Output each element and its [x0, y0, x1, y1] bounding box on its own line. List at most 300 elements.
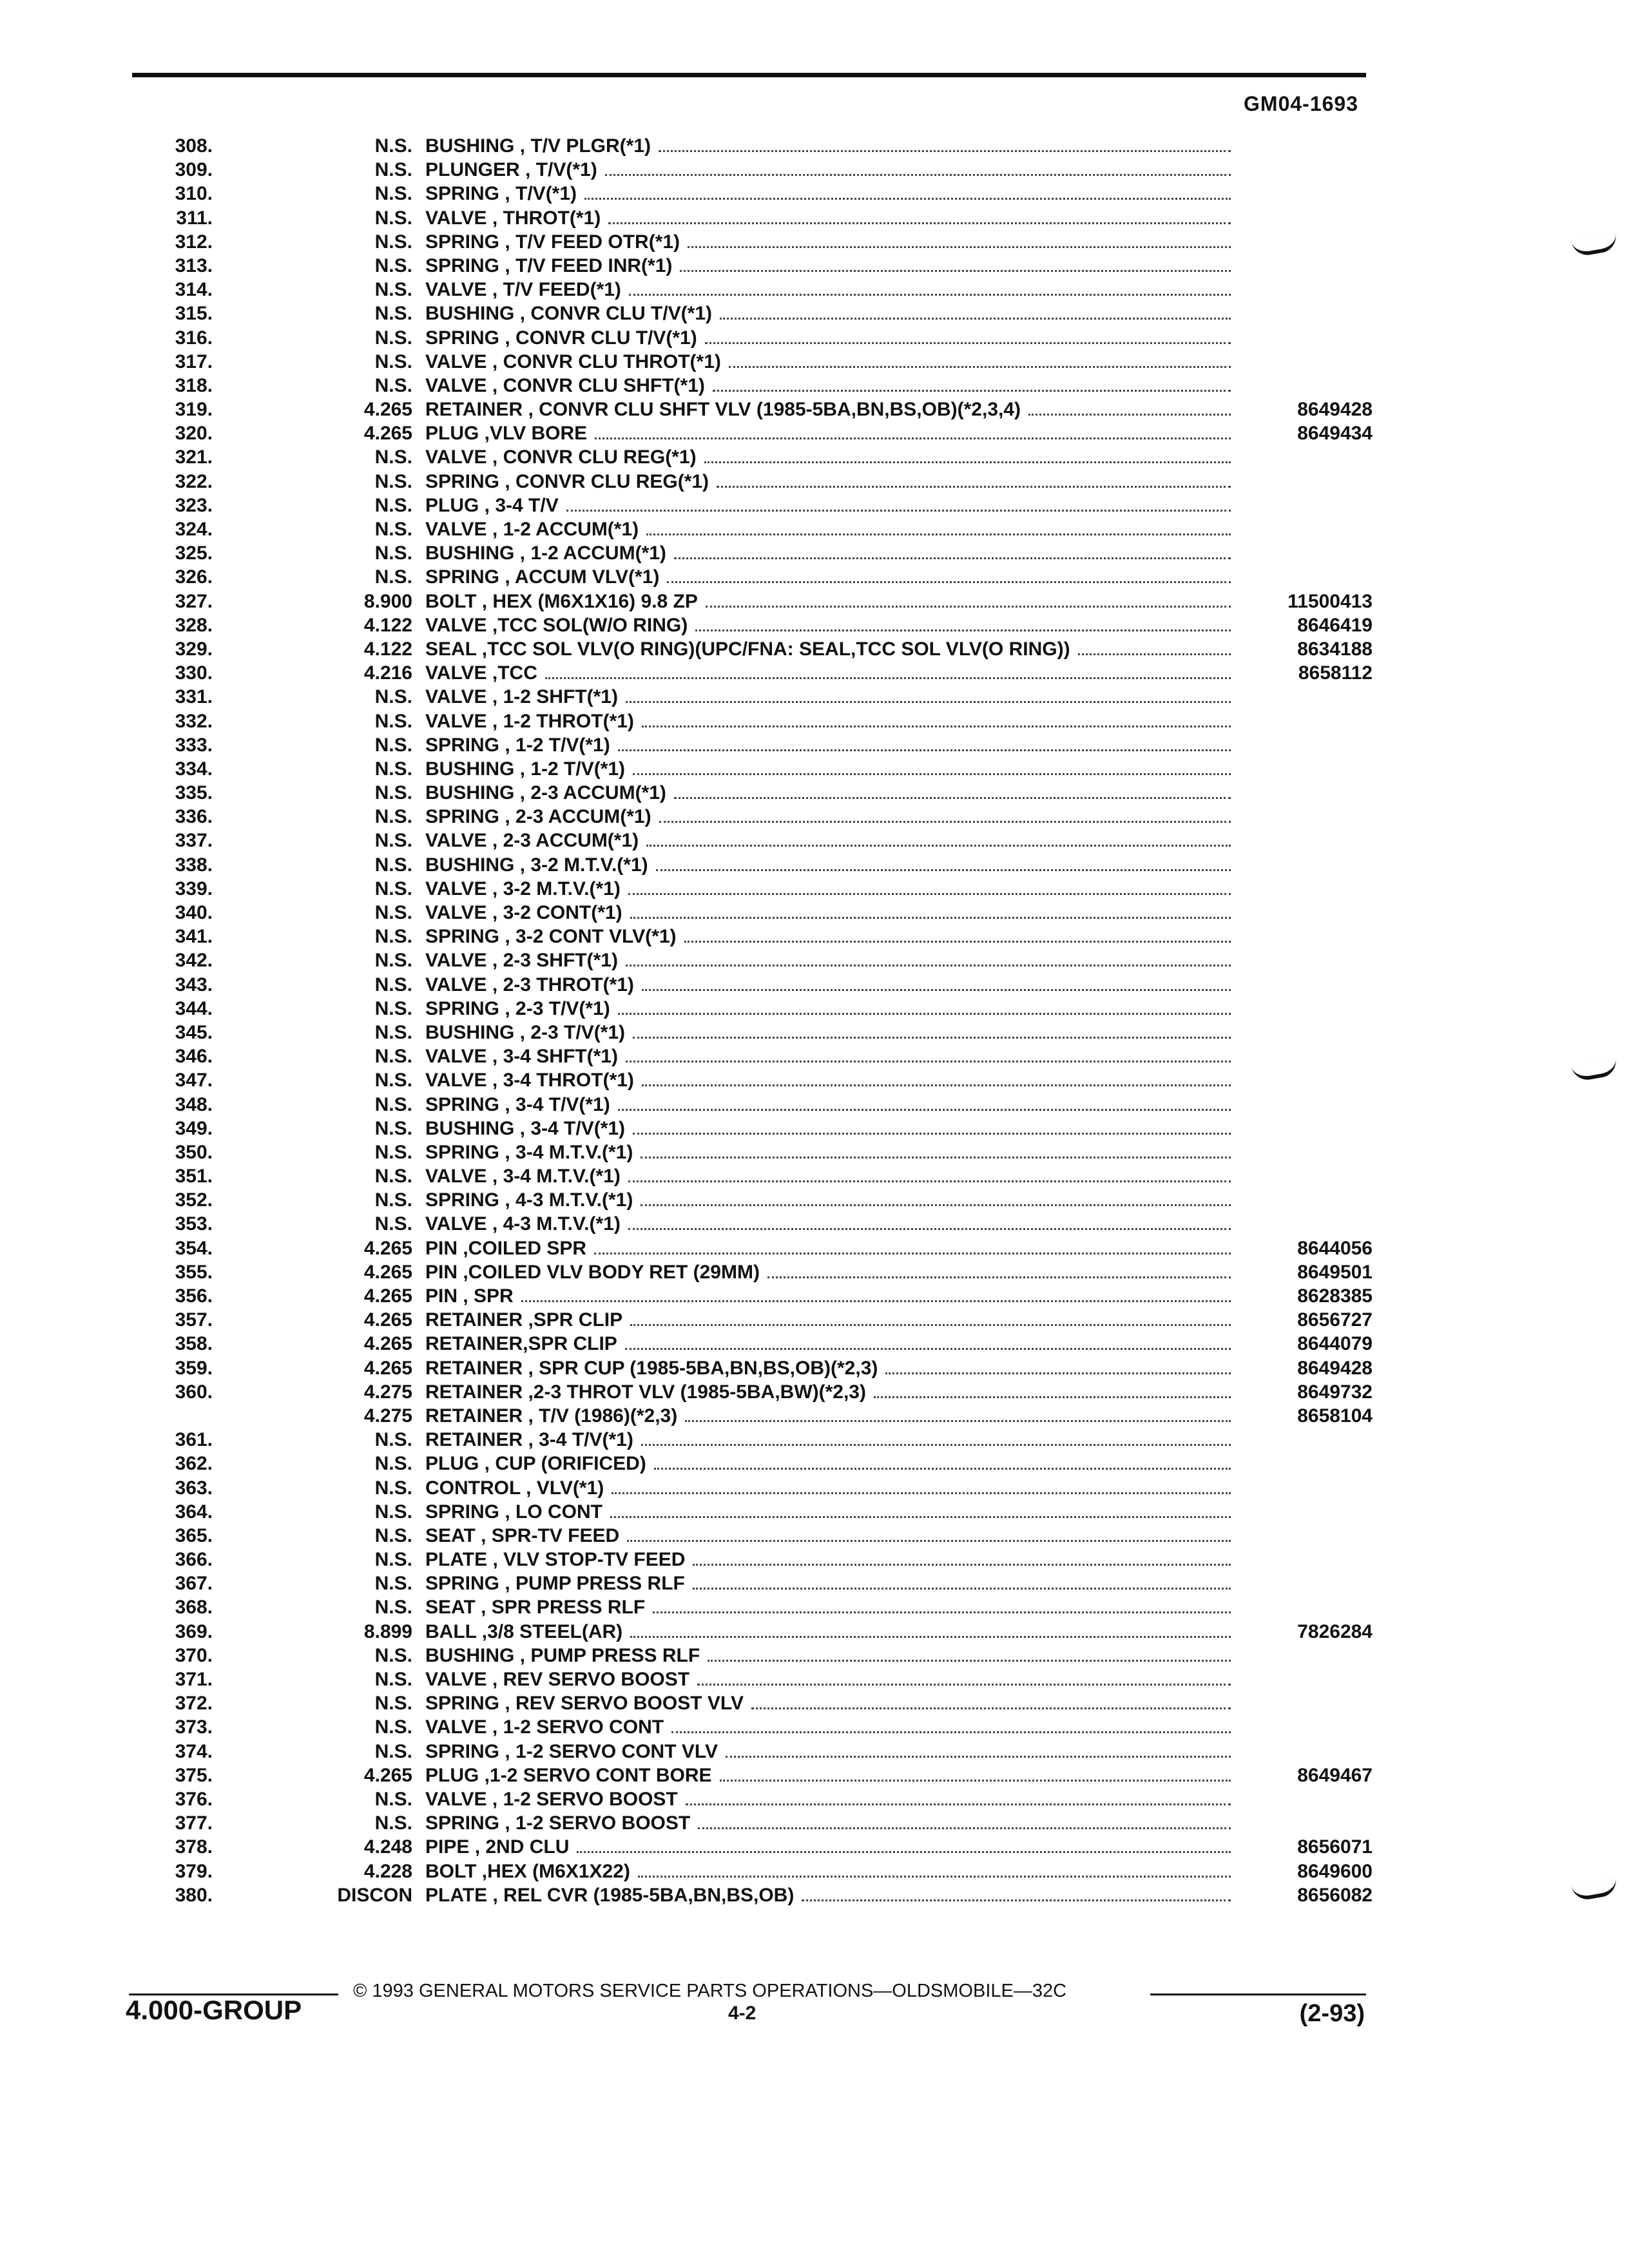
dot-leader	[680, 270, 1231, 272]
description-cell	[425, 1476, 1237, 1500]
dot-leader	[630, 917, 1231, 919]
dot-leader	[685, 1420, 1231, 1422]
description-cell	[425, 1452, 1237, 1475]
table-row	[129, 1763, 1373, 1787]
part-description: BUSHING , 1-2 ACCUM(*1)	[425, 543, 666, 564]
item-number: 325.	[175, 543, 213, 564]
item-number: 355.	[175, 1261, 213, 1283]
part-description: SEAT , SPR-TV FEED	[425, 1524, 620, 1546]
revision-date: (2-93)	[1299, 2000, 1365, 2027]
description-cell	[425, 470, 1237, 494]
description-cell	[425, 1883, 1237, 1907]
part-number: 8656071	[1297, 1836, 1373, 1858]
part-number: 8634188	[1297, 638, 1373, 660]
description-cell	[425, 1404, 1237, 1428]
item-number: 339.	[175, 878, 213, 899]
description-cell	[425, 1093, 1237, 1117]
table-row	[129, 1620, 1373, 1644]
part-description: SPRING , 3-2 CONT VLV(*1)	[425, 926, 677, 948]
part-number: 8649434	[1297, 423, 1373, 445]
part-description: VALVE , 1-2 SERVO BOOST	[425, 1788, 678, 1810]
item-number: 334.	[175, 758, 213, 780]
description-cell	[425, 182, 1237, 206]
dot-leader	[656, 869, 1231, 871]
item-number: 314.	[175, 279, 213, 301]
table-row	[129, 1644, 1373, 1667]
table-row	[129, 134, 1373, 158]
item-number: 373.	[175, 1716, 213, 1738]
description-cell	[425, 1068, 1237, 1092]
table-row	[129, 637, 1373, 661]
dot-leader	[612, 1492, 1231, 1494]
item-number: 367.	[175, 1573, 213, 1595]
part-description: VALVE , 1-2 ACCUM(*1)	[425, 519, 639, 540]
item-number: 342.	[175, 950, 213, 972]
part-description: SPRING , 3-4 T/V(*1)	[425, 1093, 610, 1115]
group-number: N.S.	[374, 854, 412, 876]
dot-leader	[729, 366, 1231, 368]
group-number: N.S.	[374, 1549, 412, 1571]
item-number: 315.	[175, 303, 213, 325]
item-number: 311.	[176, 207, 213, 229]
description-cell	[425, 1644, 1237, 1667]
group-number: 4.265	[363, 1333, 412, 1355]
part-description: RETAINER ,SPR CLIP	[425, 1309, 623, 1331]
dot-leader	[646, 845, 1231, 847]
description-cell	[425, 733, 1237, 757]
group-number: N.S.	[374, 494, 412, 516]
dot-leader	[705, 342, 1231, 344]
table-row	[129, 1117, 1373, 1140]
description-cell	[425, 1835, 1237, 1859]
description-cell	[425, 1117, 1237, 1140]
description-cell	[425, 781, 1237, 805]
description-cell	[425, 1380, 1237, 1404]
part-description: CONTROL , VLV(*1)	[425, 1477, 604, 1499]
group-number: 4.275	[363, 1381, 412, 1403]
item-number: 360.	[175, 1381, 213, 1403]
group-number: N.S.	[374, 1117, 412, 1139]
table-row	[129, 901, 1373, 925]
table-row	[129, 661, 1373, 685]
table-row	[129, 685, 1373, 709]
part-description: SPRING , 1-2 T/V(*1)	[425, 734, 610, 756]
part-description: VALVE , 1-2 SHFT(*1)	[425, 686, 618, 708]
item-number: 335.	[175, 782, 213, 804]
item-number: 356.	[175, 1285, 213, 1307]
table-row	[129, 1188, 1373, 1212]
item-number: 366.	[175, 1549, 213, 1571]
table-row	[129, 757, 1373, 781]
description-cell	[425, 254, 1237, 278]
item-number: 343.	[175, 974, 213, 995]
part-description: PLATE , REL CVR (1985-5BA,BN,BS,OB)	[425, 1884, 795, 1906]
part-description: PIPE , 2ND CLU	[425, 1836, 570, 1858]
description-cell	[425, 445, 1237, 469]
description-cell	[425, 326, 1237, 350]
table-row	[129, 517, 1373, 541]
part-description: VALVE , CONVR CLU SHFT(*1)	[425, 374, 705, 396]
description-cell	[425, 1428, 1237, 1452]
item-number: 328.	[175, 614, 213, 636]
description-cell	[425, 1691, 1237, 1715]
dot-leader	[674, 797, 1231, 799]
group-number: N.S.	[374, 974, 412, 995]
group-number: N.S.	[374, 1166, 412, 1187]
description-cell	[425, 1188, 1237, 1212]
description-cell	[425, 661, 1237, 685]
part-description: VALVE , THROT(*1)	[425, 207, 601, 229]
dot-leader	[633, 1037, 1231, 1039]
part-description: VALVE , 2-3 THROT(*1)	[425, 974, 634, 995]
item-number: 358.	[175, 1333, 213, 1355]
group-number: 4.248	[363, 1836, 412, 1858]
part-description: BALL ,3/8 STEEL(AR)	[425, 1620, 623, 1642]
dot-leader	[726, 1756, 1231, 1758]
dot-leader	[642, 1084, 1231, 1086]
group-number: N.S.	[374, 231, 412, 253]
footer-rule-right	[1150, 1994, 1366, 1995]
group-number: N.S.	[374, 1046, 412, 1068]
item-number: 369.	[175, 1620, 213, 1642]
table-row	[129, 733, 1373, 757]
description-cell	[425, 1308, 1237, 1332]
item-number: 320.	[175, 423, 213, 445]
dot-leader	[625, 1348, 1231, 1350]
table-row	[129, 1740, 1373, 1763]
description-cell	[425, 757, 1237, 781]
dot-leader	[653, 1611, 1231, 1613]
part-number: 8649467	[1297, 1764, 1373, 1786]
description-cell	[425, 302, 1237, 325]
part-description: BUSHING , 1-2 T/V(*1)	[425, 758, 626, 780]
item-number: 337.	[175, 830, 213, 852]
item-number: 324.	[175, 519, 213, 540]
part-description: BUSHING , 2-3 ACCUM(*1)	[425, 782, 666, 804]
part-number: 8658104	[1297, 1405, 1373, 1427]
item-number: 308.	[175, 135, 213, 157]
dot-leader	[633, 773, 1231, 775]
part-description: VALVE , 3-2 M.T.V.(*1)	[425, 878, 621, 899]
group-number: N.S.	[374, 1429, 412, 1451]
table-row	[129, 973, 1373, 997]
dot-leader	[695, 629, 1231, 631]
part-number: 8649428	[1297, 399, 1373, 421]
dot-leader	[618, 1013, 1231, 1015]
group-number: N.S.	[374, 830, 412, 852]
part-description: SEAT , SPR PRESS RLF	[425, 1597, 646, 1619]
group-number: N.S.	[374, 1669, 412, 1690]
table-row	[129, 1260, 1373, 1284]
group-number: N.S.	[374, 1070, 412, 1091]
dot-leader	[605, 174, 1231, 176]
description-cell	[425, 494, 1237, 517]
dot-leader	[654, 1468, 1231, 1470]
group-number: N.S.	[374, 135, 412, 157]
part-description: PLUG ,VLV BORE	[425, 423, 588, 445]
item-number: 345.	[175, 1021, 213, 1043]
dot-leader	[627, 1540, 1231, 1542]
part-number: 8628385	[1297, 1285, 1373, 1307]
dot-leader	[885, 1372, 1231, 1374]
description-cell	[425, 1860, 1237, 1883]
dot-leader	[704, 461, 1231, 463]
group-number: 4.122	[363, 614, 412, 636]
part-description: VALVE , 3-4 THROT(*1)	[425, 1070, 634, 1091]
group-number: N.S.	[374, 566, 412, 588]
description-cell	[425, 206, 1237, 230]
part-description: PIN ,COILED VLV BODY RET (29MM)	[425, 1261, 760, 1283]
part-description: SPRING , REV SERVO BOOST VLV	[425, 1693, 744, 1715]
table-row	[129, 254, 1373, 278]
dot-leader	[684, 941, 1231, 943]
table-row	[129, 853, 1373, 877]
description-cell	[425, 685, 1237, 709]
dot-leader	[674, 557, 1231, 559]
group-number: N.S.	[374, 1093, 412, 1115]
group-number: N.S.	[374, 926, 412, 948]
item-number: 330.	[175, 662, 213, 684]
table-row	[129, 1524, 1373, 1548]
group-number: 4.265	[363, 1357, 412, 1379]
group-number: 8.900	[363, 590, 412, 612]
document-id: GM04-1693	[1244, 92, 1358, 115]
item-number: 340.	[175, 902, 213, 923]
part-description: PIN , SPR	[425, 1285, 514, 1307]
table-row	[129, 1284, 1373, 1308]
item-number: 313.	[175, 255, 213, 276]
part-description: VALVE ,TCC	[425, 662, 537, 684]
table-row	[129, 1212, 1373, 1236]
item-number: 312.	[175, 231, 213, 253]
description-cell	[425, 1740, 1237, 1763]
dot-leader	[641, 1157, 1231, 1158]
dot-leader	[751, 1707, 1231, 1709]
part-number: 8649600	[1297, 1860, 1373, 1882]
part-description: SPRING , 2-3 T/V(*1)	[425, 997, 610, 1019]
dot-leader	[671, 1731, 1231, 1733]
description-cell	[425, 637, 1237, 661]
part-description: VALVE , T/V FEED(*1)	[425, 279, 621, 301]
group-number: N.S.	[374, 782, 412, 804]
group-number: N.S.	[374, 1788, 412, 1810]
description-cell	[425, 1284, 1237, 1308]
table-row	[129, 1595, 1373, 1619]
description-cell	[425, 421, 1237, 445]
item-number: 357.	[175, 1309, 213, 1331]
group-number: N.S.	[374, 710, 412, 732]
item-number: 327.	[175, 590, 213, 612]
description-cell	[425, 829, 1237, 852]
dot-leader	[608, 222, 1231, 224]
table-row	[129, 1571, 1373, 1595]
item-number: 376.	[175, 1788, 213, 1810]
item-number: 352.	[175, 1189, 213, 1211]
table-row	[129, 709, 1373, 733]
group-number: N.S.	[374, 183, 412, 205]
table-row	[129, 1356, 1373, 1380]
description-cell	[425, 278, 1237, 302]
group-number: N.S.	[374, 470, 412, 492]
part-number: 8649732	[1297, 1381, 1373, 1403]
dot-leader	[659, 821, 1231, 823]
group-number: N.S.	[374, 1740, 412, 1762]
part-description: RETAINER , T/V (1986)(*2,3)	[425, 1405, 678, 1427]
description-cell	[425, 1021, 1237, 1044]
dot-leader	[628, 893, 1231, 895]
dot-leader	[693, 1588, 1231, 1590]
part-description: PLUG ,1-2 SERVO CONT BORE	[425, 1764, 712, 1786]
part-description: SEAL ,TCC SOL VLV(O RING)(UPC/FNA: SEAL,TCC SOL VLV(O RING))	[425, 638, 1070, 660]
group-number: N.S.	[374, 758, 412, 780]
description-cell	[425, 1620, 1237, 1644]
dot-leader	[630, 1636, 1231, 1638]
group-number: N.S.	[374, 1477, 412, 1499]
part-number: 11500413	[1287, 590, 1373, 612]
table-row	[129, 1404, 1373, 1428]
part-description: PLATE , VLV STOP-TV FEED	[425, 1549, 686, 1571]
item-number: 359.	[175, 1357, 213, 1379]
description-cell	[425, 1356, 1237, 1380]
table-row	[129, 1380, 1373, 1404]
dot-leader	[584, 198, 1231, 200]
dot-leader	[659, 150, 1231, 152]
dot-leader	[642, 989, 1231, 991]
dot-leader	[693, 1564, 1231, 1566]
group-number: N.S.	[374, 303, 412, 325]
table-row	[129, 421, 1373, 445]
part-number: 8646419	[1297, 614, 1373, 636]
description-cell	[425, 1260, 1237, 1284]
table-row	[129, 1667, 1373, 1691]
item-number: 349.	[175, 1117, 213, 1139]
table-row	[129, 302, 1373, 325]
part-number: 8658112	[1298, 662, 1373, 684]
group-number: N.S.	[374, 1716, 412, 1738]
item-number: 336.	[175, 806, 213, 828]
part-description: RETAINER , CONVR CLU SHFT VLV (1985-5BA,BN,BS,OB)(*2,3,4)	[425, 399, 1021, 421]
table-row	[129, 1835, 1373, 1859]
item-number: 323.	[175, 494, 213, 516]
item-number: 354.	[175, 1237, 213, 1259]
table-row	[129, 1691, 1373, 1715]
dot-leader	[638, 1876, 1231, 1878]
part-description: SPRING , ACCUM VLV(*1)	[425, 566, 660, 588]
part-description: PLUG , CUP (ORIFICED)	[425, 1453, 646, 1475]
item-number: 319.	[175, 399, 213, 421]
table-row	[129, 1044, 1373, 1068]
item-number: 362.	[175, 1453, 213, 1475]
group-number: N.S.	[374, 1524, 412, 1546]
item-number: 316.	[175, 327, 213, 349]
item-number: 341.	[175, 926, 213, 948]
part-number: 8644079	[1297, 1333, 1373, 1355]
description-cell	[425, 613, 1237, 637]
table-row	[129, 494, 1373, 517]
item-number: 347.	[175, 1070, 213, 1091]
group-number: 4.216	[363, 662, 412, 684]
description-cell	[425, 973, 1237, 997]
part-description: SPRING , 1-2 SERVO BOOST	[425, 1812, 691, 1834]
group-number: N.S.	[374, 543, 412, 564]
table-row	[129, 1140, 1373, 1164]
table-row	[129, 1428, 1373, 1452]
dot-leader	[720, 1780, 1231, 1782]
part-description: SPRING , CONVR CLU T/V(*1)	[425, 327, 697, 349]
table-row	[129, 590, 1373, 613]
part-description: VALVE , 1-2 THROT(*1)	[425, 710, 634, 732]
item-number: 326.	[175, 566, 213, 588]
part-description: BUSHING , 3-2 M.T.V.(*1)	[425, 854, 648, 876]
dot-leader	[1078, 653, 1231, 655]
part-description: RETAINER ,2-3 THROT VLV (1985-5BA,BW)(*2,3)	[425, 1381, 866, 1403]
table-row	[129, 877, 1373, 901]
table-row	[129, 1236, 1373, 1260]
description-cell	[425, 1212, 1237, 1236]
description-cell	[425, 805, 1237, 829]
table-row	[129, 230, 1373, 254]
table-row	[129, 445, 1373, 469]
table-row	[129, 374, 1373, 398]
table-row	[129, 925, 1373, 948]
dot-leader	[633, 1133, 1231, 1135]
group-number: 4.122	[363, 638, 412, 660]
group-number: N.S.	[374, 1812, 412, 1834]
description-cell	[425, 541, 1237, 565]
dot-leader	[626, 701, 1231, 703]
item-number: 309.	[175, 159, 213, 181]
part-description: SPRING , PUMP PRESS RLF	[425, 1573, 685, 1595]
item-number: 332.	[175, 710, 213, 732]
part-description: BUSHING , 2-3 T/V(*1)	[425, 1021, 626, 1043]
part-description: SPRING , LO CONT	[425, 1501, 603, 1523]
dot-leader	[641, 1444, 1231, 1446]
group-number: N.S.	[374, 1693, 412, 1715]
description-cell	[425, 1548, 1237, 1571]
table-row	[129, 326, 1373, 350]
parts-list	[129, 134, 1373, 1907]
description-cell	[425, 158, 1237, 182]
group-number: DISCON	[337, 1884, 412, 1906]
group-number: 8.899	[363, 1620, 412, 1642]
part-description: SPRING , T/V FEED OTR(*1)	[425, 231, 680, 253]
group-number: 4.265	[363, 1309, 412, 1331]
description-cell	[425, 374, 1237, 398]
group-number: N.S.	[374, 950, 412, 972]
item-number: 321.	[175, 447, 213, 468]
part-description: VALVE , 3-4 SHFT(*1)	[425, 1046, 618, 1068]
part-description: SPRING , 4-3 M.T.V.(*1)	[425, 1189, 633, 1211]
item-number: 368.	[175, 1597, 213, 1619]
description-cell	[425, 1763, 1237, 1787]
description-cell	[425, 1164, 1237, 1188]
group-number: N.S.	[374, 207, 412, 229]
part-description: BOLT ,HEX (M6X1X22)	[425, 1860, 630, 1882]
table-row	[129, 1500, 1373, 1524]
part-description: BUSHING , PUMP PRESS RLF	[425, 1644, 700, 1666]
part-number: 8656082	[1297, 1884, 1373, 1906]
dot-leader	[688, 246, 1231, 248]
copyright-notice: © 1993 GENERAL MOTORS SERVICE PARTS OPERATIONS—OLDSMOBILE—32C	[353, 1981, 1067, 2001]
table-row	[129, 1811, 1373, 1835]
group-number: 4.265	[363, 423, 412, 445]
dot-leader	[628, 1228, 1231, 1230]
group-number: N.S.	[374, 447, 412, 468]
part-description: PLUG , 3-4 T/V	[425, 494, 559, 516]
dot-leader	[646, 533, 1231, 535]
description-cell	[425, 565, 1237, 589]
table-row	[129, 398, 1373, 421]
